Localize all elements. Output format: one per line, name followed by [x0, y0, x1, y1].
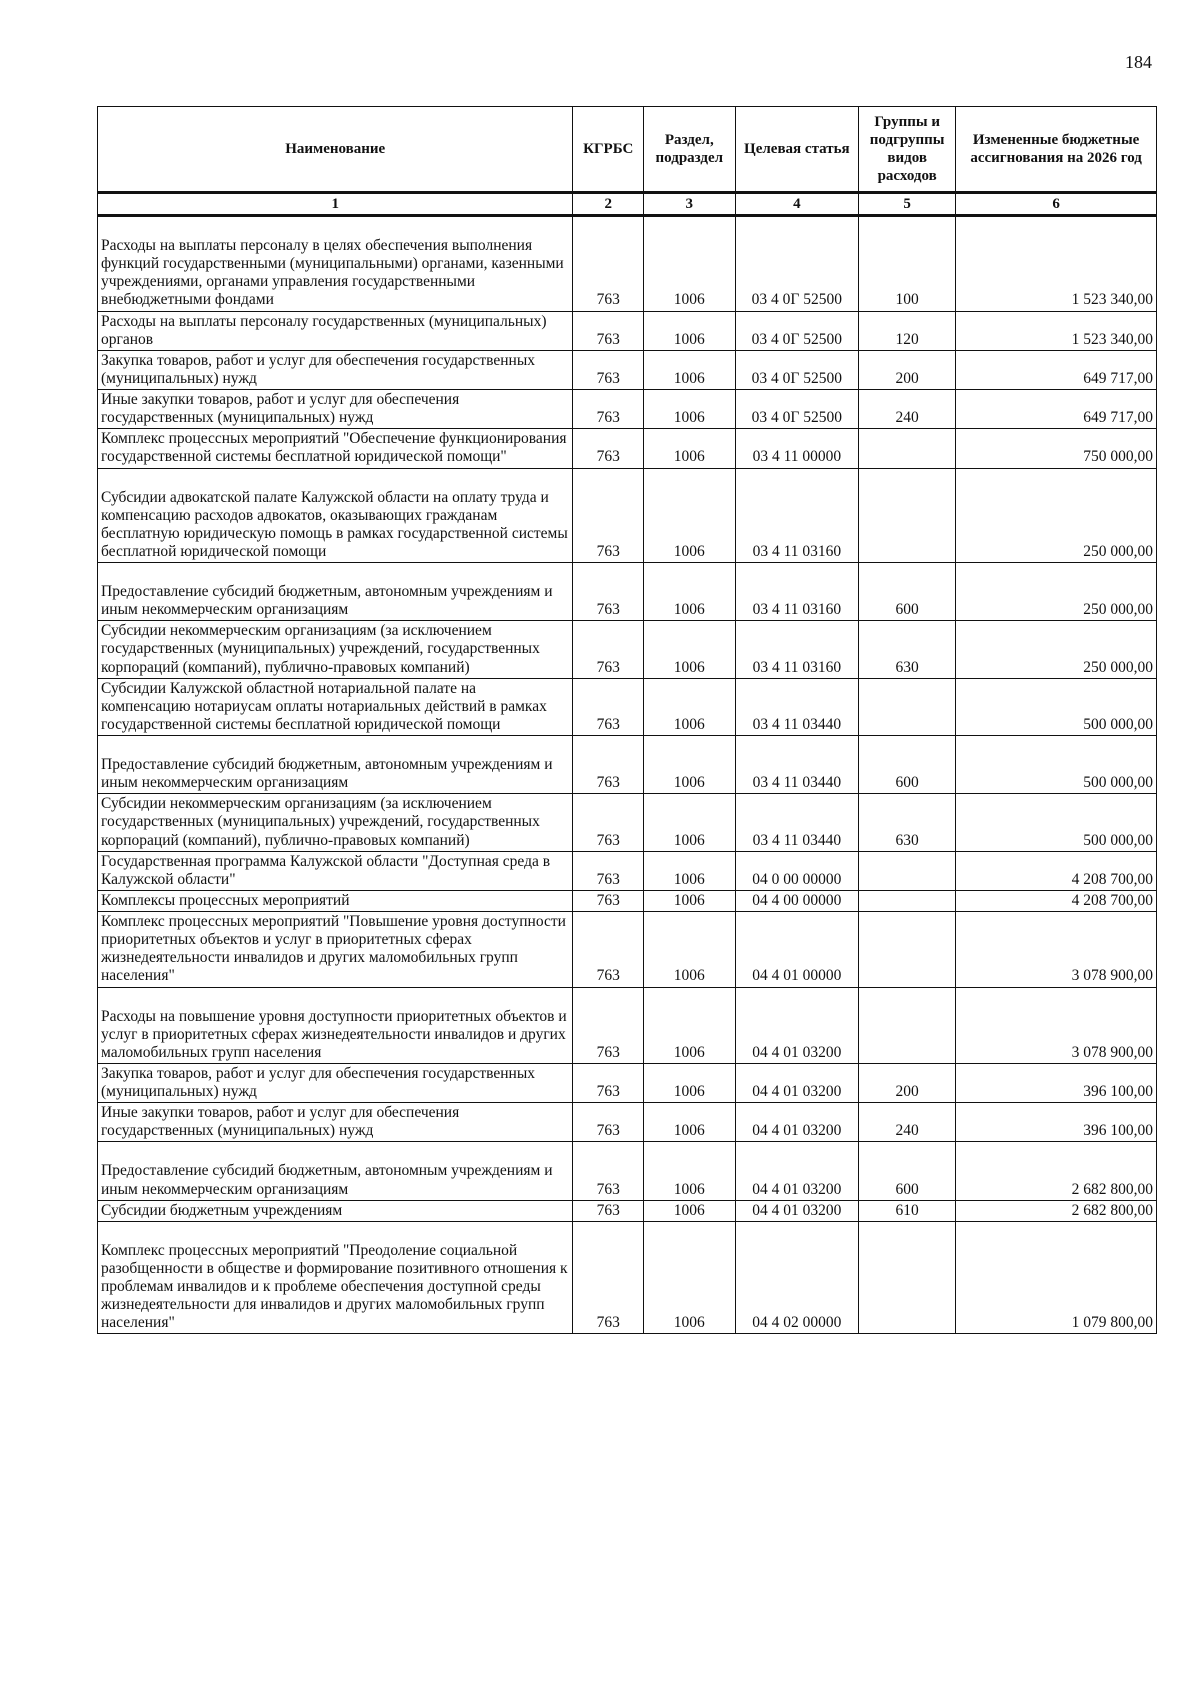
row-name-cell: Иные закупки товаров, работ и услуг для обеспечения государственных (муниципальных) нужд — [98, 1103, 573, 1142]
row-razdel-cell: 1006 — [644, 1221, 736, 1334]
row-amount-cell: 500 000,00 — [956, 794, 1157, 851]
row-kgrbs-cell: 763 — [573, 350, 644, 389]
row-amount-cell: 500 000,00 — [956, 736, 1157, 794]
row-amount-cell: 2 682 800,00 — [956, 1142, 1157, 1200]
row-kgrbs-cell: 763 — [573, 1221, 644, 1334]
table-row — [98, 216, 1157, 312]
row-target-article-cell: 03 4 0Г 52500 — [735, 350, 859, 389]
row-target-article-cell: 04 4 01 00000 — [735, 912, 859, 988]
table-row — [98, 311, 1157, 350]
table-row — [98, 736, 1157, 794]
row-expense-group-cell: 630 — [859, 794, 956, 851]
row-expense-group-cell: 600 — [859, 1142, 956, 1200]
row-kgrbs-cell: 763 — [573, 468, 644, 563]
row-amount-cell: 500 000,00 — [956, 678, 1157, 735]
table-row — [98, 350, 1157, 389]
row-amount-cell: 3 078 900,00 — [956, 987, 1157, 1063]
row-expense-group-cell: 240 — [859, 1103, 956, 1142]
row-expense-group-cell: 240 — [859, 390, 956, 429]
row-razdel-cell: 1006 — [644, 429, 736, 468]
row-kgrbs-cell: 763 — [573, 851, 644, 890]
page-number: 184 — [1125, 52, 1152, 72]
row-razdel-cell: 1006 — [644, 987, 736, 1063]
row-amount-cell: 250 000,00 — [956, 563, 1157, 621]
row-target-article-cell: 03 4 0Г 52500 — [735, 311, 859, 350]
row-name-cell: Субсидии некоммерческим организациям (за исключением государственных (муниципальных) учреждений, государственных корпораций (компаний), публично-правовых компаний) — [98, 794, 573, 851]
table-row — [98, 987, 1157, 1063]
row-name-cell: Субсидии Калужской областной нотариальной палате на компенсацию нотариусам оплаты нотариальных действий в рамках государственной системы бесплатной юридической помощи — [98, 678, 573, 735]
row-target-article-cell: 03 4 0Г 52500 — [735, 216, 859, 312]
row-expense-group-cell: 630 — [859, 621, 956, 678]
row-name-cell: Субсидии адвокатской палате Калужской области на оплату труда и компенсацию расходов адвокатов, оказывающих гражданам бесплатную юридическую помощь в рамках государственной системы бесплатной юридической помощи — [98, 468, 573, 563]
row-razdel-cell: 1006 — [644, 311, 736, 350]
row-razdel-cell: 1006 — [644, 678, 736, 735]
row-expense-group-cell: 600 — [859, 736, 956, 794]
row-name-cell: Субсидии бюджетным учреждениям — [98, 1200, 573, 1221]
row-razdel-cell: 1006 — [644, 1063, 736, 1102]
row-razdel-cell: 1006 — [644, 216, 736, 312]
row-kgrbs-cell: 763 — [573, 678, 644, 735]
row-kgrbs-cell: 763 — [573, 1063, 644, 1102]
header-kgrbs: КГРБС — [573, 107, 644, 193]
row-razdel-cell: 1006 — [644, 912, 736, 988]
row-razdel-cell: 1006 — [644, 1103, 736, 1142]
row-kgrbs-cell: 763 — [573, 311, 644, 350]
row-razdel-cell: 1006 — [644, 350, 736, 389]
row-name-cell: Комплекс процессных мероприятий "Обеспечение функционирования государственной системы бесплатной юридической помощи" — [98, 429, 573, 468]
row-kgrbs-cell: 763 — [573, 1142, 644, 1200]
row-amount-cell: 2 682 800,00 — [956, 1200, 1157, 1221]
table-row — [98, 429, 1157, 468]
header-row — [98, 107, 1157, 193]
row-name-cell: Предоставление субсидий бюджетным, автономным учреждениям и иным некоммерческим организациям — [98, 736, 573, 794]
row-target-article-cell: 03 4 0Г 52500 — [735, 390, 859, 429]
row-amount-cell: 1 523 340,00 — [956, 311, 1157, 350]
column-number: 6 — [956, 193, 1157, 216]
row-name-cell: Комплексы процессных мероприятий — [98, 890, 573, 911]
row-name-cell: Субсидии некоммерческим организациям (за исключением государственных (муниципальных) учреждений, государственных корпораций (компаний), публично-правовых компаний) — [98, 621, 573, 678]
row-name-cell: Предоставление субсидий бюджетным, автономным учреждениям и иным некоммерческим организациям — [98, 563, 573, 621]
row-razdel-cell: 1006 — [644, 563, 736, 621]
column-number: 2 — [573, 193, 644, 216]
row-expense-group-cell: 200 — [859, 1063, 956, 1102]
row-target-article-cell: 04 4 01 03200 — [735, 1142, 859, 1200]
row-name-cell: Комплекс процессных мероприятий "Преодоление социальной разобщенности в обществе и формирование позитивного отношения к проблемам инвалидов и к проблеме обеспечения доступной среды жизнедеятельности для инвалидов и других маломобильных групп населения" — [98, 1221, 573, 1334]
row-kgrbs-cell: 763 — [573, 1103, 644, 1142]
row-target-article-cell: 03 4 11 03160 — [735, 621, 859, 678]
row-expense-group-cell — [859, 1221, 956, 1334]
table-row — [98, 1200, 1157, 1221]
column-number: 3 — [644, 193, 736, 216]
row-target-article-cell: 03 4 11 00000 — [735, 429, 859, 468]
header-razdel: Раздел, подраздел — [644, 107, 736, 193]
row-target-article-cell: 03 4 11 03160 — [735, 563, 859, 621]
table-row — [98, 390, 1157, 429]
row-expense-group-cell — [859, 987, 956, 1063]
column-number: 4 — [735, 193, 859, 216]
row-expense-group-cell: 610 — [859, 1200, 956, 1221]
row-name-cell: Комплекс процессных мероприятий "Повышение уровня доступности приоритетных объектов и услуг в приоритетных сферах жизнедеятельности инвалидов и других маломобильных групп населения" — [98, 912, 573, 988]
row-target-article-cell: 04 4 01 03200 — [735, 987, 859, 1063]
row-amount-cell: 750 000,00 — [956, 429, 1157, 468]
row-target-article-cell: 04 0 00 00000 — [735, 851, 859, 890]
row-razdel-cell: 1006 — [644, 390, 736, 429]
row-amount-cell: 4 208 700,00 — [956, 851, 1157, 890]
row-name-cell: Расходы на повышение уровня доступности приоритетных объектов и услуг в приоритетных сферах жизнедеятельности инвалидов и других маломобильных групп населения — [98, 987, 573, 1063]
row-expense-group-cell — [859, 890, 956, 911]
row-target-article-cell: 03 4 11 03440 — [735, 736, 859, 794]
row-razdel-cell: 1006 — [644, 1200, 736, 1221]
row-name-cell: Закупка товаров, работ и услуг для обеспечения государственных (муниципальных) нужд — [98, 350, 573, 389]
row-expense-group-cell — [859, 678, 956, 735]
row-kgrbs-cell: 763 — [573, 216, 644, 312]
row-expense-group-cell: 200 — [859, 350, 956, 389]
row-expense-group-cell — [859, 851, 956, 890]
row-kgrbs-cell: 763 — [573, 736, 644, 794]
row-name-cell: Закупка товаров, работ и услуг для обеспечения государственных (муниципальных) нужд — [98, 1063, 573, 1102]
row-kgrbs-cell: 763 — [573, 794, 644, 851]
row-expense-group-cell: 100 — [859, 216, 956, 312]
row-amount-cell: 250 000,00 — [956, 621, 1157, 678]
row-razdel-cell: 1006 — [644, 794, 736, 851]
row-name-cell: Предоставление субсидий бюджетным, автономным учреждениям и иным некоммерческим организациям — [98, 1142, 573, 1200]
column-number: 5 — [859, 193, 956, 216]
row-name-cell: Иные закупки товаров, работ и услуг для обеспечения государственных (муниципальных) нужд — [98, 390, 573, 429]
row-kgrbs-cell: 763 — [573, 621, 644, 678]
column-number-row — [98, 193, 1157, 216]
row-razdel-cell: 1006 — [644, 621, 736, 678]
row-amount-cell: 1 079 800,00 — [956, 1221, 1157, 1334]
table-row — [98, 468, 1157, 563]
table-row — [98, 563, 1157, 621]
row-kgrbs-cell: 763 — [573, 429, 644, 468]
row-expense-group-cell: 600 — [859, 563, 956, 621]
row-target-article-cell: 04 4 00 00000 — [735, 890, 859, 911]
row-amount-cell: 396 100,00 — [956, 1063, 1157, 1102]
table-row — [98, 851, 1157, 890]
row-name-cell: Государственная программа Калужской области "Доступная среда в Калужской области" — [98, 851, 573, 890]
row-kgrbs-cell: 763 — [573, 987, 644, 1063]
row-target-article-cell: 03 4 11 03440 — [735, 678, 859, 735]
row-kgrbs-cell: 763 — [573, 563, 644, 621]
row-amount-cell: 3 078 900,00 — [956, 912, 1157, 988]
row-target-article-cell: 04 4 01 03200 — [735, 1200, 859, 1221]
row-razdel-cell: 1006 — [644, 468, 736, 563]
row-razdel-cell: 1006 — [644, 890, 736, 911]
row-target-article-cell: 03 4 11 03440 — [735, 794, 859, 851]
table-row — [98, 1142, 1157, 1200]
row-amount-cell: 396 100,00 — [956, 1103, 1157, 1142]
row-kgrbs-cell: 763 — [573, 912, 644, 988]
header-amount: Измененные бюджетные ассигнования на 2026 год — [956, 107, 1157, 193]
row-razdel-cell: 1006 — [644, 736, 736, 794]
row-razdel-cell: 1006 — [644, 851, 736, 890]
row-kgrbs-cell: 763 — [573, 890, 644, 911]
row-expense-group-cell — [859, 468, 956, 563]
row-expense-group-cell — [859, 429, 956, 468]
table-row — [98, 1221, 1157, 1334]
row-kgrbs-cell: 763 — [573, 1200, 644, 1221]
table-row — [98, 621, 1157, 678]
row-target-article-cell: 04 4 01 03200 — [735, 1103, 859, 1142]
row-amount-cell: 649 717,00 — [956, 390, 1157, 429]
header-target-article: Целевая статья — [735, 107, 859, 193]
row-razdel-cell: 1006 — [644, 1142, 736, 1200]
row-expense-group-cell — [859, 912, 956, 988]
row-amount-cell: 1 523 340,00 — [956, 216, 1157, 312]
table-row — [98, 1063, 1157, 1102]
table-row — [98, 1103, 1157, 1142]
row-expense-group-cell: 120 — [859, 311, 956, 350]
row-target-article-cell: 03 4 11 03160 — [735, 468, 859, 563]
row-name-cell: Расходы на выплаты персоналу в целях обеспечения выполнения функций государственными (муниципальными) органами, казенными учреждениями, органами управления государственными внебюджетными фондами — [98, 216, 573, 312]
budget-table — [97, 106, 1157, 1334]
table-row — [98, 890, 1157, 911]
header-expense-groups: Группы и подгруппы видов расходов — [859, 107, 956, 193]
row-target-article-cell: 04 4 01 03200 — [735, 1063, 859, 1102]
row-kgrbs-cell: 763 — [573, 390, 644, 429]
column-number: 1 — [98, 193, 573, 216]
table-row — [98, 912, 1157, 988]
header-name: Наименование — [98, 107, 573, 193]
row-amount-cell: 649 717,00 — [956, 350, 1157, 389]
row-amount-cell: 4 208 700,00 — [956, 890, 1157, 911]
row-target-article-cell: 04 4 02 00000 — [735, 1221, 859, 1334]
table-row — [98, 794, 1157, 851]
row-name-cell: Расходы на выплаты персоналу государственных (муниципальных) органов — [98, 311, 573, 350]
row-amount-cell: 250 000,00 — [956, 468, 1157, 563]
table-row — [98, 678, 1157, 735]
